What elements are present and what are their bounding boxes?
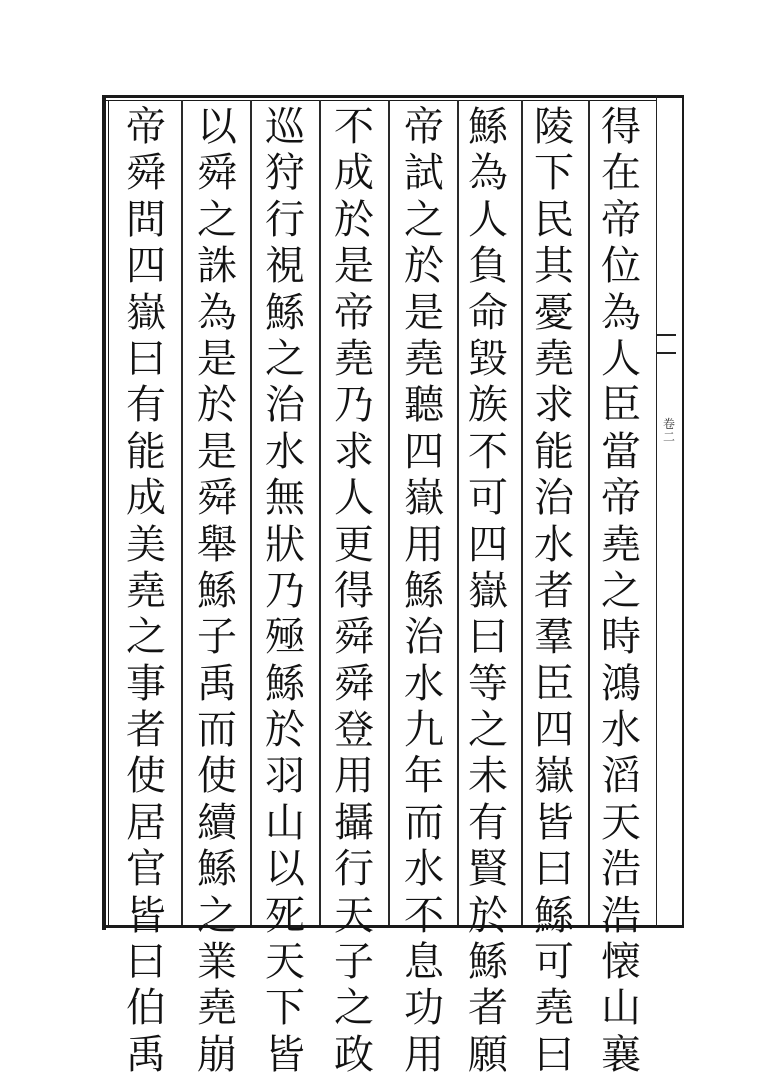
glyph: 以: [265, 846, 305, 893]
glyph: 為: [601, 289, 641, 336]
glyph: 問: [126, 196, 166, 243]
column-rule: [250, 100, 252, 925]
column-text: 鯀: [468, 104, 508, 150]
glyph: 浩: [601, 892, 641, 939]
column-text: 帝: [404, 104, 444, 150]
glyph: 鯀: [265, 289, 305, 336]
glyph: 曰: [534, 846, 574, 893]
glyph: 狀: [265, 521, 305, 568]
glyph: 治: [404, 614, 444, 661]
glyph: 堯: [601, 521, 641, 568]
column-rule: [388, 100, 390, 925]
glyph: 帝: [334, 289, 374, 336]
glyph: 下: [534, 150, 574, 197]
glyph: 聽: [404, 382, 444, 429]
glyph: 舜: [197, 475, 237, 522]
glyph: 山: [601, 985, 641, 1032]
column-rule: [588, 100, 590, 925]
glyph: 四: [404, 428, 444, 475]
glyph: 帝: [601, 196, 641, 243]
text-column-6: [258, 104, 312, 1078]
glyph: 狩: [265, 150, 305, 197]
glyph: 命: [468, 289, 508, 336]
glyph: 於: [197, 382, 237, 429]
column-rule: [319, 100, 321, 925]
glyph: 人: [334, 475, 374, 522]
glyph: 更: [334, 521, 374, 568]
text-column-3: [461, 104, 515, 1078]
glyph: 天: [334, 892, 374, 939]
glyph: 天: [265, 939, 305, 986]
glyph: 者: [534, 567, 574, 614]
glyph: 下: [265, 985, 305, 1032]
glyph: 鯀: [197, 567, 237, 614]
glyph: 功: [404, 985, 444, 1032]
glyph: 可: [534, 939, 574, 986]
glyph: 舜: [334, 614, 374, 661]
column-text: 得: [601, 104, 641, 150]
glyph: 帝: [601, 475, 641, 522]
glyph: 是: [334, 243, 374, 290]
glyph: 毀: [468, 335, 508, 382]
glyph: 禹: [197, 660, 237, 707]
glyph: 之: [126, 614, 166, 661]
glyph: 舜: [197, 150, 237, 197]
glyph: 用: [404, 1031, 444, 1078]
glyph: 堯: [126, 567, 166, 614]
glyph: 之: [601, 567, 641, 614]
glyph: 憂: [534, 289, 574, 336]
volume-label-text: 卷: [662, 417, 675, 431]
glyph: 乃: [265, 567, 305, 614]
glyph: 曰: [126, 335, 166, 382]
text-column-4: [397, 104, 451, 1078]
glyph: 而: [197, 707, 237, 754]
glyph: 曰: [468, 614, 508, 661]
glyph: 使: [126, 753, 166, 800]
glyph: 行: [334, 846, 374, 893]
glyph: 崩: [197, 1031, 237, 1078]
column-text: 以: [197, 104, 237, 150]
frame-left-inner-border: [108, 100, 109, 925]
glyph: 而: [404, 799, 444, 846]
glyph: 舉: [197, 521, 237, 568]
glyph: 嶽: [404, 475, 444, 522]
glyph: 水: [404, 846, 444, 893]
glyph: 無: [265, 475, 305, 522]
glyph: 攝: [334, 799, 374, 846]
glyph: 於: [334, 196, 374, 243]
glyph: 鯀: [404, 567, 444, 614]
glyph: 使: [197, 753, 237, 800]
glyph: 不: [404, 892, 444, 939]
glyph: 鯀: [265, 660, 305, 707]
column-rule: [521, 100, 523, 925]
glyph: 美: [126, 521, 166, 568]
glyph: 天: [601, 799, 641, 846]
glyph: 曰: [534, 1031, 574, 1078]
glyph: 人: [601, 335, 641, 382]
glyph: 事: [126, 660, 166, 707]
glyph: 皆: [265, 1031, 305, 1078]
frame-left-border: [102, 95, 106, 930]
glyph: 是: [404, 289, 444, 336]
glyph: 年: [404, 753, 444, 800]
fish-tail-mark: [656, 334, 676, 336]
glyph: 賢: [468, 846, 508, 893]
glyph: 能: [534, 428, 574, 475]
glyph: 舜: [126, 150, 166, 197]
glyph: 視: [265, 243, 305, 290]
glyph: 等: [468, 660, 508, 707]
glyph: 民: [534, 196, 574, 243]
glyph: 伯: [126, 985, 166, 1032]
glyph: 羽: [265, 753, 305, 800]
glyph: 成: [126, 475, 166, 522]
glyph: 行: [265, 196, 305, 243]
glyph: 殛: [265, 614, 305, 661]
glyph: 鴻: [601, 660, 641, 707]
glyph: 四: [126, 243, 166, 290]
glyph: 官: [126, 846, 166, 893]
glyph: 山: [265, 799, 305, 846]
glyph: 子: [334, 939, 374, 986]
glyph: 者: [126, 707, 166, 754]
glyph: 堯: [404, 335, 444, 382]
column-rule: [181, 100, 183, 925]
glyph: 水: [404, 660, 444, 707]
glyph: 堯: [197, 985, 237, 1032]
column-text: 巡: [265, 104, 305, 150]
glyph: 之: [197, 892, 237, 939]
glyph: 羣: [534, 614, 574, 661]
glyph: 人: [468, 196, 508, 243]
glyph: 皆: [534, 799, 574, 846]
glyph: 未: [468, 753, 508, 800]
glyph: 求: [534, 382, 574, 429]
glyph: 不: [468, 428, 508, 475]
glyph: 誅: [197, 243, 237, 290]
glyph: 政: [334, 1031, 374, 1078]
glyph: 之: [334, 985, 374, 1032]
frame-top-border: [104, 95, 684, 98]
glyph: 於: [468, 892, 508, 939]
glyph: 懐: [601, 939, 641, 986]
glyph: 有: [468, 799, 508, 846]
glyph: 乃: [334, 382, 374, 429]
glyph: 嶽: [534, 753, 574, 800]
glyph: 襄: [601, 1031, 641, 1078]
glyph: 九: [404, 707, 444, 754]
glyph: 是: [197, 335, 237, 382]
glyph: 四: [534, 707, 574, 754]
glyph: 族: [468, 382, 508, 429]
glyph: 登: [334, 707, 374, 754]
glyph: 是: [197, 428, 237, 475]
glyph: 浩: [601, 846, 641, 893]
volume-label: [659, 418, 679, 444]
glyph: 之: [404, 196, 444, 243]
glyph: 堯: [334, 335, 374, 382]
glyph: 在: [601, 150, 641, 197]
glyph: 舜: [334, 660, 374, 707]
glyph: 之: [265, 335, 305, 382]
glyph: 為: [197, 289, 237, 336]
glyph: 鯀: [534, 892, 574, 939]
glyph: 鯀: [468, 939, 508, 986]
glyph: 續: [197, 799, 237, 846]
glyph: 有: [126, 382, 166, 429]
margin-band: [656, 95, 683, 927]
glyph: 能: [126, 428, 166, 475]
glyph: 嶽: [126, 289, 166, 336]
glyph: 得: [334, 567, 374, 614]
glyph: 求: [334, 428, 374, 475]
glyph: 負: [468, 243, 508, 290]
glyph: 皆: [126, 892, 166, 939]
glyph: 四: [468, 521, 508, 568]
glyph: 嶽: [468, 567, 508, 614]
text-column-7: [190, 104, 244, 1078]
glyph: 位: [601, 243, 641, 290]
glyph: 水: [601, 707, 641, 754]
glyph: 用: [334, 753, 374, 800]
glyph: 息: [404, 939, 444, 986]
glyph: 禹: [126, 1031, 166, 1078]
glyph: 堯: [534, 335, 574, 382]
fish-tail-mark: [656, 352, 676, 354]
glyph: 曰: [126, 939, 166, 986]
glyph: 用: [404, 521, 444, 568]
glyph: 治: [534, 475, 574, 522]
text-column-5: [327, 104, 381, 1078]
text-column-1: [594, 104, 648, 1078]
column-text: 不: [334, 104, 374, 150]
glyph: 子: [197, 614, 237, 661]
glyph: 者: [468, 985, 508, 1032]
glyph: 可: [468, 475, 508, 522]
column-rule: [457, 100, 459, 925]
glyph: 堯: [534, 985, 574, 1032]
glyph: 業: [197, 939, 237, 986]
glyph: 為: [468, 150, 508, 197]
glyph: 死: [265, 892, 305, 939]
glyph: 滔: [601, 753, 641, 800]
glyph: 水: [265, 428, 305, 475]
text-column-2: [527, 104, 581, 1078]
glyph: 臣: [601, 382, 641, 429]
column-text: 陵: [534, 104, 574, 150]
glyph: 成: [334, 150, 374, 197]
glyph: 之: [468, 707, 508, 754]
column-text: 帝: [126, 104, 166, 150]
glyph: 當: [601, 428, 641, 475]
glyph: 試: [404, 150, 444, 197]
glyph: 之: [197, 196, 237, 243]
frame-top-inner-border: [104, 100, 656, 101]
glyph: 水: [534, 521, 574, 568]
text-column-8: [119, 104, 173, 1078]
glyph: 願: [468, 1031, 508, 1078]
glyph: 其: [534, 243, 574, 290]
glyph: 鯀: [197, 846, 237, 893]
glyph: 臣: [534, 660, 574, 707]
glyph: 時: [601, 614, 641, 661]
glyph: 於: [265, 707, 305, 754]
glyph: 於: [404, 243, 444, 290]
volume-label-glyph: 二: [662, 430, 675, 444]
glyph: 居: [126, 799, 166, 846]
glyph: 治: [265, 382, 305, 429]
